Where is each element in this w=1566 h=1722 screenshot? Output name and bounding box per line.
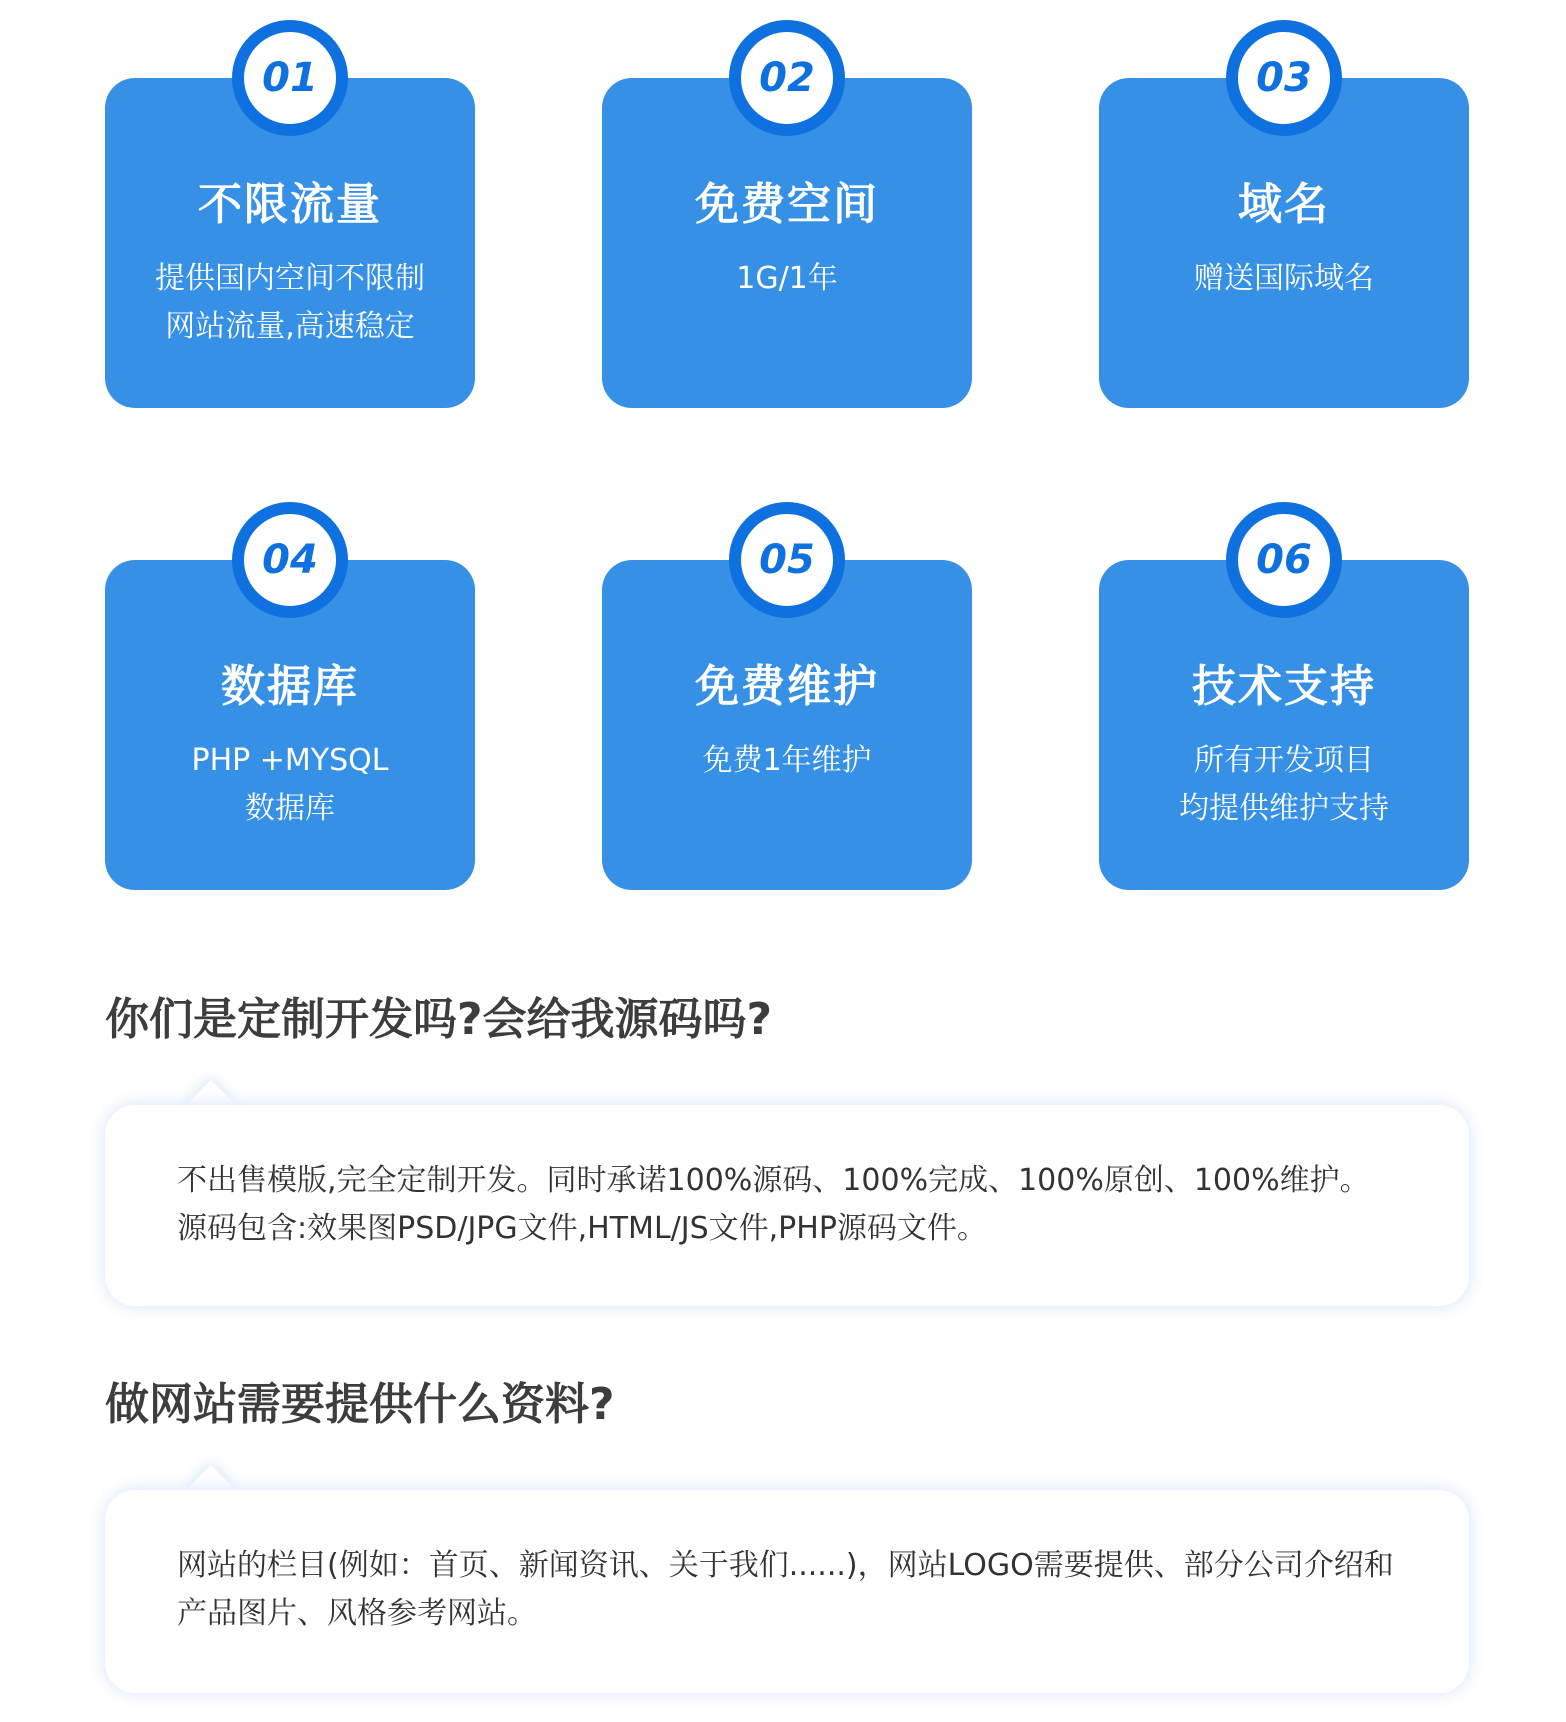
feature-number-badge: 06	[1226, 502, 1342, 618]
feature-title: 域名	[1238, 179, 1330, 230]
faq-question-source-code: 你们是定制开发吗?会给我源码吗?	[105, 994, 773, 1045]
feature-description: 提供国内空间不限制 网站流量,高速稳定	[155, 261, 425, 344]
faq-answer-text: 不出售模版,完全定制开发。同时承诺100%源码、100%完成、100%原创、100%维护。源码包含:效果图PSD/JPG文件,HTML/JS文件,PHP源码文件。	[105, 1105, 1469, 1306]
feature-title: 不限流量	[198, 179, 382, 230]
feature-grid	[105, 55, 1469, 890]
feature-card-space	[602, 55, 972, 408]
feature-description: 所有开发项目 均提供维护支持	[1179, 743, 1389, 826]
feature-title: 数据库	[221, 661, 359, 712]
feature-card-traffic	[105, 55, 475, 408]
feature-description: 赠送国际域名	[1194, 261, 1374, 296]
faq-answer-bubble	[105, 1465, 1469, 1693]
faq-answer-text: 网站的栏目(例如：首页、新闻资讯、关于我们......)，网站LOGO需要提供、部分公司介绍和产品图片、风格参考网站。	[105, 1490, 1469, 1693]
faq-question-materials: 做网站需要提供什么资料?	[105, 1379, 615, 1430]
feature-card-support	[1099, 537, 1469, 890]
feature-description: PHP +MYSQL 数据库	[191, 743, 389, 826]
bubble-tail	[185, 1080, 237, 1106]
feature-title: 免费空间	[695, 179, 879, 230]
feature-title: 技术支持	[1192, 661, 1376, 712]
feature-number-badge: 03	[1226, 20, 1342, 136]
feature-card-maintenance	[602, 537, 972, 890]
faq-answer-bubble	[105, 1080, 1469, 1306]
feature-card-domain	[1099, 55, 1469, 408]
feature-number-badge: 02	[729, 20, 845, 136]
bubble-tail	[185, 1465, 237, 1491]
feature-card-database	[105, 537, 475, 890]
feature-number-badge: 04	[232, 502, 348, 618]
feature-title: 免费维护	[695, 661, 879, 712]
feature-description: 1G/1年	[736, 261, 838, 296]
feature-number-badge: 01	[232, 20, 348, 136]
feature-number-badge: 05	[729, 502, 845, 618]
feature-description: 免费1年维护	[702, 743, 872, 778]
